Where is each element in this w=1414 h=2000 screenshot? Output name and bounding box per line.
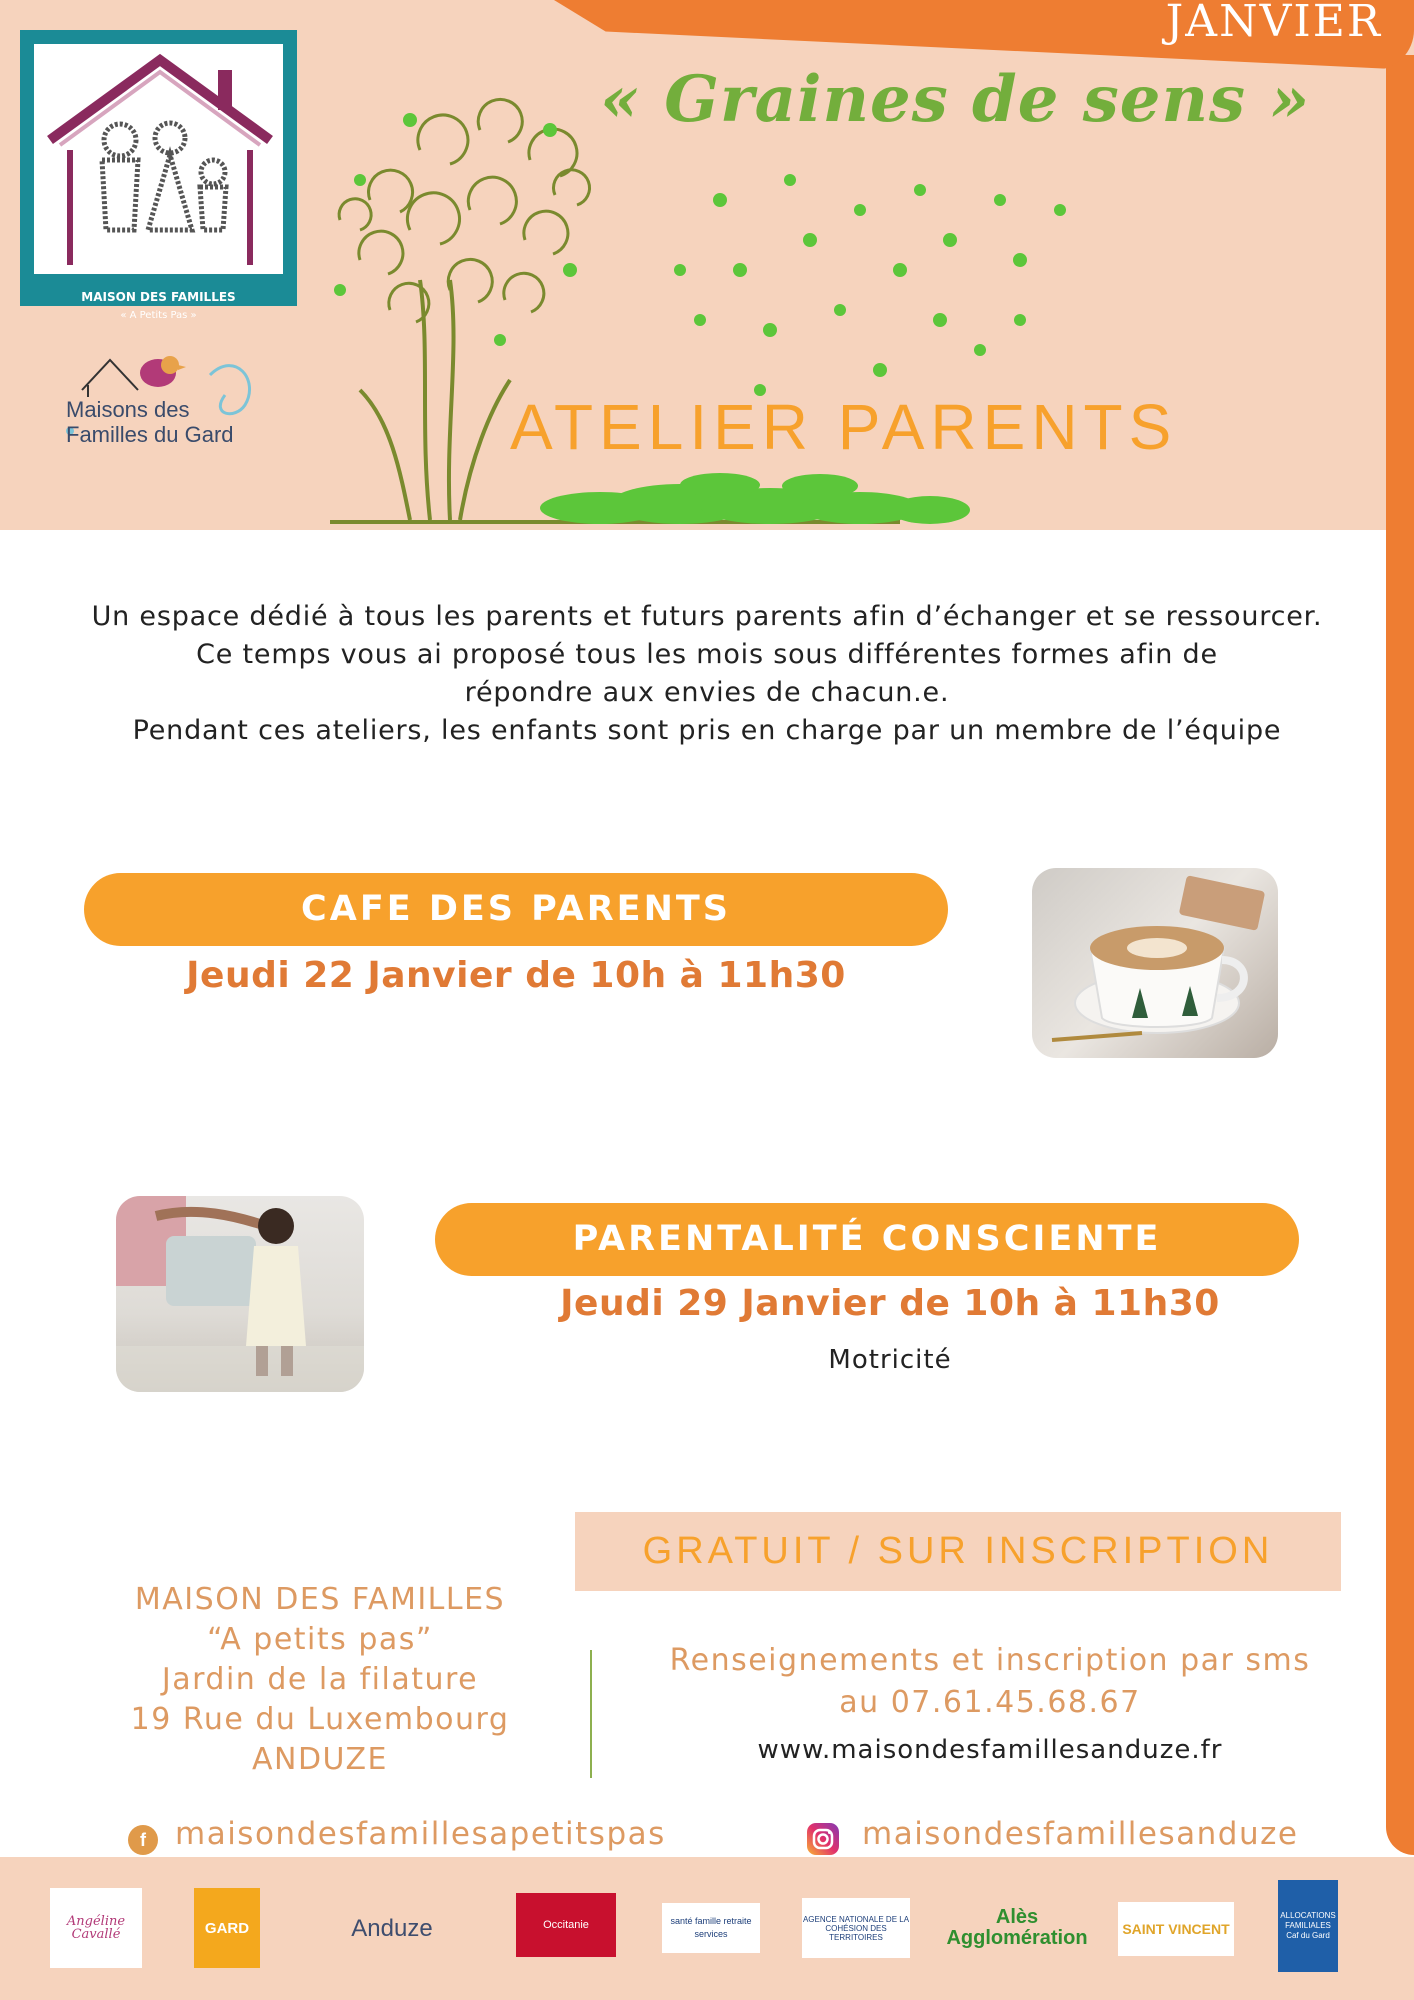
address-line: ANDUZE bbox=[251, 1742, 388, 1777]
house-family-icon bbox=[20, 30, 297, 306]
right-decor-stripe bbox=[1386, 55, 1414, 1855]
vertical-divider bbox=[590, 1650, 592, 1778]
website-link[interactable]: www.maisondesfamillesanduze.fr bbox=[757, 1735, 1223, 1765]
intro-line: Un espace dédié à tous les parents et futurs parents afin d’échanger et se ressourcer. bbox=[91, 601, 1323, 632]
sponsor-logo: santé famille retraite services bbox=[662, 1903, 760, 1953]
free-registration-label: GRATUIT / SUR INSCRIPTION bbox=[642, 1530, 1274, 1572]
intro-line: Pendant ces ateliers, les enfants sont pris en charge par un membre de l’équipe bbox=[132, 715, 1282, 746]
event-parentalite-date: Jeudi 29 Janvier de 10h à 11h30 bbox=[560, 1283, 1220, 1324]
event-parentalite-title: PARENTALITÉ CONSCIENTE bbox=[435, 1203, 1299, 1276]
event-cafe-date: Jeudi 22 Janvier de 10h à 11h30 bbox=[186, 955, 846, 996]
address-line: “A petits pas” bbox=[207, 1622, 433, 1657]
registration-info-line: Renseignements et inscription par sms bbox=[669, 1643, 1311, 1678]
sponsor-logo: Occitanie bbox=[516, 1893, 616, 1957]
baby-walking-photo bbox=[116, 1196, 364, 1392]
sponsor-logo: ALLOCATIONS FAMILIALES Caf du Gard bbox=[1278, 1880, 1338, 1972]
logo2-line2: Familles du Gard bbox=[66, 422, 234, 447]
logo-subtitle: « A Petits Pas » bbox=[120, 310, 197, 321]
month-label: JANVIER bbox=[1165, 0, 1382, 47]
instagram-handle[interactable]: maisondesfamillesanduze bbox=[862, 1816, 1299, 1852]
logo2-line1: Maisons des bbox=[66, 397, 190, 422]
logo-name: MAISON DES FAMILLES bbox=[81, 290, 236, 304]
page-subtitle: ATELIER PARENTS bbox=[510, 391, 1178, 463]
intro-line: répondre aux envies de chacun.e. bbox=[464, 677, 950, 708]
facebook-icon[interactable]: f bbox=[128, 1825, 158, 1855]
address-line: 19 Rue du Luxembourg bbox=[130, 1702, 510, 1737]
address-line: Jardin de la filature bbox=[161, 1662, 479, 1697]
sponsor-logo: AGENCE NATIONALE DE LA COHÉSION DES TERRITOIRES bbox=[802, 1898, 910, 1958]
sponsor-logo: Alès Agglomération bbox=[946, 1906, 1088, 1949]
sponsor-logo: Anduze bbox=[351, 1914, 433, 1942]
sponsor-logo: Angéline Cavallé bbox=[50, 1888, 142, 1968]
instagram-icon[interactable] bbox=[806, 1822, 840, 1856]
event-parentalite-topic: Motricité bbox=[828, 1345, 952, 1375]
sponsor-logo: GARD bbox=[194, 1888, 260, 1968]
intro-line: Ce temps vous ai proposé tous les mois sous différentes formes afin de bbox=[196, 639, 1218, 670]
facebook-handle[interactable]: maisondesfamillesapetitspas bbox=[175, 1816, 666, 1852]
tree-illustration bbox=[300, 90, 1120, 560]
address-line: MAISON DES FAMILLES bbox=[134, 1582, 506, 1617]
intro-paragraph bbox=[20, 598, 1394, 750]
address-block bbox=[100, 1580, 540, 1780]
coffee-cup-photo bbox=[1032, 868, 1278, 1058]
registration-info bbox=[610, 1640, 1370, 1724]
sponsor-logo: SAINT VINCENT bbox=[1118, 1902, 1234, 1956]
registration-phone: au 07.61.45.68.67 bbox=[839, 1685, 1141, 1720]
event-cafe-title: CAFE DES PARENTS bbox=[84, 873, 948, 946]
maison-des-familles-logo bbox=[20, 30, 297, 321]
page-title: « Graines de sens » bbox=[600, 62, 1311, 137]
